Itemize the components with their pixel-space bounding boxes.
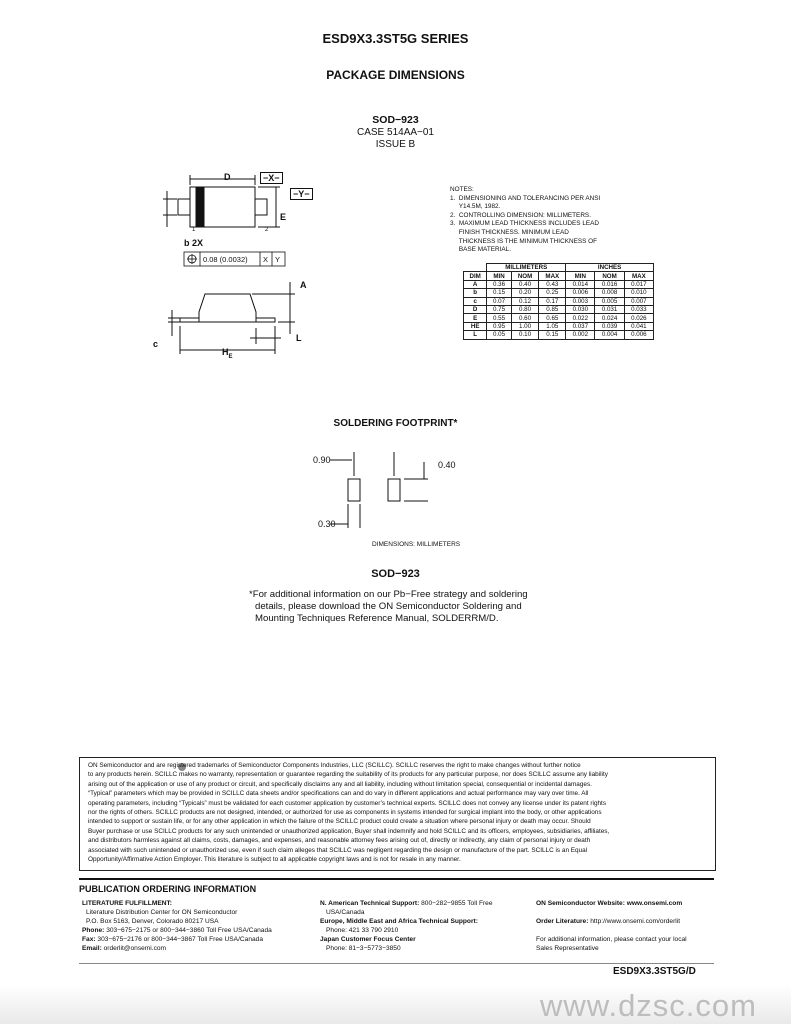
footprint-dim-030: 0.30 bbox=[318, 519, 336, 529]
datum-y: −Y− bbox=[290, 188, 313, 200]
dim-value-cell: 0.022 bbox=[566, 314, 595, 322]
col-header: MIN bbox=[487, 272, 511, 280]
dim-value-cell: 0.006 bbox=[624, 331, 653, 339]
contact-note: Sales Representative bbox=[536, 944, 599, 952]
dim-value-cell: 0.15 bbox=[487, 289, 511, 297]
label-c: c bbox=[153, 339, 159, 349]
footprint-dim-040: 0.40 bbox=[438, 460, 456, 470]
dim-value-cell: 0.016 bbox=[595, 280, 624, 288]
legal-line: ON Semiconductor and are registered trademarks of Semiconductor Components Industries, LLC (SCILLC). SCILLC reserves the right to make changes without further notice bbox=[88, 762, 581, 769]
note-line: details, please download the ON Semiconductor Soldering and bbox=[255, 601, 522, 612]
doc-number: ESD9X3.3ST5G/D bbox=[613, 966, 696, 977]
dim-value-cell: 0.005 bbox=[595, 297, 624, 305]
dim-value-cell: 1.05 bbox=[539, 322, 566, 330]
footprint-drawing bbox=[330, 448, 440, 534]
na-support-label: N. American Technical Support: bbox=[320, 900, 420, 907]
table-row bbox=[464, 289, 654, 297]
dim-label-cell: b bbox=[464, 289, 487, 297]
eu-support-label: Europe, Middle East and Africa Technical Support: bbox=[320, 917, 478, 925]
package-name: SOD−923 bbox=[372, 114, 419, 126]
dim-value-cell: 0.60 bbox=[511, 314, 539, 322]
dim-value-cell: 0.026 bbox=[624, 314, 653, 322]
dim-value-cell: 0.006 bbox=[566, 289, 595, 297]
footer-divider bbox=[79, 963, 714, 964]
dim-value-cell: 0.017 bbox=[624, 280, 653, 288]
legal-line: nor the rights of others. SCILLC products are not designed, intended, or authorized for use as components in systems intended for surgical implant into the body, or other applications bbox=[88, 809, 602, 817]
dim-value-cell: 0.95 bbox=[487, 322, 511, 330]
note-line: Mounting Techniques Reference Manual, SOLDERRM/D. bbox=[255, 613, 499, 624]
order-literature-label: Order Literature: bbox=[536, 917, 589, 925]
fax-value: 303−675−2176 or 800−344−3867 Toll Free USA/Canada bbox=[97, 935, 263, 943]
note-line: THICKNESS IS THE MINIMUM THICKNESS OF bbox=[450, 237, 598, 245]
table-row bbox=[464, 280, 654, 288]
datum-x: −X− bbox=[260, 172, 283, 184]
dim-value-cell: 0.002 bbox=[566, 331, 595, 339]
package-case: CASE 514AA−01 bbox=[357, 127, 434, 138]
legal-line: operating parameters, including “Typicals” must be validated for each customer application by customer’s technical experts. SCILLC does not convey any license under its patent rights bbox=[88, 799, 607, 807]
legal-line: Buyer purchase or use SCILLC products for any such unintended or unauthorized application, Buyer shall indemnify and hold SCILLC and its officers, employees, subsidiaries, affiliates, bbox=[88, 827, 610, 835]
dim-label-cell: D bbox=[464, 305, 487, 313]
dim-value-cell: 0.008 bbox=[595, 289, 624, 297]
dim-value-cell: 0.037 bbox=[566, 322, 595, 330]
notes-block bbox=[450, 186, 650, 255]
table-row bbox=[464, 305, 654, 313]
col-header: NOM bbox=[511, 272, 539, 280]
tolerance-x: X bbox=[263, 255, 269, 264]
na-support-region: USA/Canada bbox=[326, 908, 365, 916]
note-line: FINISH THICKNESS. MINIMUM LEAD bbox=[450, 228, 569, 236]
footprint-package: SOD−923 bbox=[371, 568, 420, 580]
tolerance-y: Y bbox=[275, 255, 281, 264]
fax-label: Fax: bbox=[82, 935, 96, 943]
phone-label: Phone: bbox=[82, 926, 105, 934]
dim-value-cell: 0.85 bbox=[539, 305, 566, 313]
legal-line: associated with such unintended or unauthorized use, even if such claim alleges that SCILLC was negligent regarding the design or manufacture of the part. SCILLC is an Equal bbox=[88, 846, 588, 854]
dim-value-cell: 1.00 bbox=[511, 322, 539, 330]
dim-value-cell: 0.05 bbox=[487, 331, 511, 339]
footprint-dim-090: 0.90 bbox=[313, 455, 331, 465]
legal-line: arising out of the application or use of any product or circuit, and specifically disclaims any and all liability, including without limitation special, consequential or incidental damages. bbox=[88, 780, 592, 788]
contact-note: For additional information, please contact your local bbox=[536, 935, 687, 943]
col-header: MAX bbox=[624, 272, 653, 280]
jp-support-value: Phone: 81−3−5773−3850 bbox=[326, 944, 401, 952]
watermark-text: www.dzsc.com bbox=[540, 988, 757, 1023]
table-group-mm: MILLIMETERS bbox=[487, 264, 566, 272]
pin-1-label: 1 bbox=[192, 227, 196, 233]
note-line: 1. DIMENSIONING AND TOLERANCING PER ANSI bbox=[450, 194, 601, 202]
dim-value-cell: 0.12 bbox=[511, 297, 539, 305]
order-literature-link[interactable]: http://www.onsemi.com/orderlit bbox=[590, 917, 681, 925]
phone-value: 303−675−2175 or 800−344−3860 Toll Free USA/Canada bbox=[106, 926, 272, 934]
section-heading: PACKAGE DIMENSIONS bbox=[326, 68, 465, 82]
col-header: DIM bbox=[464, 272, 487, 280]
dimension-table bbox=[463, 263, 654, 340]
legal-line: “Typical” parameters which may be provided in SCILLC data sheets and/or specifications can and do vary in different applications and actual performance may vary over time. All bbox=[88, 790, 589, 798]
table-row bbox=[464, 331, 654, 339]
label-d: D bbox=[224, 172, 231, 182]
label-a: A bbox=[300, 280, 307, 290]
tolerance-value: 0.08 (0.0032) bbox=[203, 255, 248, 264]
dim-value-cell: 0.65 bbox=[539, 314, 566, 322]
dim-value-cell: 0.031 bbox=[595, 305, 624, 313]
dim-value-cell: 0.033 bbox=[624, 305, 653, 313]
dim-value-cell: 0.010 bbox=[624, 289, 653, 297]
col-header: MAX bbox=[539, 272, 566, 280]
dim-value-cell: 0.004 bbox=[595, 331, 624, 339]
label-he: $H_E$ bbox=[222, 347, 233, 360]
website-link[interactable]: www.onsemi.com bbox=[626, 900, 683, 907]
label-l: L bbox=[296, 333, 302, 343]
dim-value-cell: 0.014 bbox=[566, 280, 595, 288]
footprint-units: DIMENSIONS: MILLIMETERS bbox=[372, 541, 461, 548]
col-header: MIN bbox=[566, 272, 595, 280]
dim-value-cell: 0.20 bbox=[511, 289, 539, 297]
jp-support-label: Japan Customer Focus Center bbox=[320, 935, 416, 943]
dim-label-cell: HE bbox=[464, 322, 487, 330]
dim-label-cell: c bbox=[464, 297, 487, 305]
eu-support-value: Phone: 421 33 790 2910 bbox=[326, 926, 399, 934]
email-link[interactable]: orderlit@onsemi.com bbox=[103, 944, 167, 952]
dim-label-cell: E bbox=[464, 314, 487, 322]
dim-value-cell: 0.030 bbox=[566, 305, 595, 313]
table-row bbox=[464, 297, 654, 305]
note-line: 2. CONTROLLING DIMENSION: MILLIMETERS. bbox=[450, 211, 591, 219]
dim-value-cell: 0.15 bbox=[539, 331, 566, 339]
legal-line: Opportunity/Affirmative Action Employer. This literature is subject to all applicable copyright laws and is not for resale in any manner. bbox=[88, 856, 461, 864]
email-label: Email: bbox=[82, 944, 102, 952]
table-row bbox=[464, 322, 654, 330]
dim-value-cell: 0.07 bbox=[487, 297, 511, 305]
dim-value-cell: 0.041 bbox=[624, 322, 653, 330]
dim-value-cell: 0.80 bbox=[511, 305, 539, 313]
dim-value-cell: 0.40 bbox=[511, 280, 539, 288]
na-support-value: 800−282−9855 Toll Free bbox=[421, 900, 493, 907]
document-title: ESD9X3.3ST5G SERIES bbox=[322, 31, 469, 46]
ordering-col-literature bbox=[82, 900, 312, 953]
literature-line: Literature Distribution Center for ON Semiconductor bbox=[86, 908, 238, 916]
website-label: ON Semiconductor Website: bbox=[536, 900, 625, 907]
dim-value-cell: 0.17 bbox=[539, 297, 566, 305]
dim-label-cell: A bbox=[464, 280, 487, 288]
ordering-col-support bbox=[320, 900, 530, 953]
package-issue: ISSUE B bbox=[375, 139, 416, 150]
table-header-row bbox=[464, 272, 654, 280]
ordering-divider bbox=[79, 878, 714, 880]
literature-line: P.O. Box 5163, Denver, Colorado 80217 USA bbox=[86, 917, 219, 925]
dim-value-cell: 0.25 bbox=[539, 289, 566, 297]
dim-value-cell: 0.36 bbox=[487, 280, 511, 288]
note-line: *For additional information on our Pb−Free strategy and soldering bbox=[249, 589, 528, 600]
ordering-heading: PUBLICATION ORDERING INFORMATION bbox=[79, 884, 257, 894]
dim-value-cell: 0.024 bbox=[595, 314, 624, 322]
pin-2-label: 2 bbox=[265, 227, 269, 233]
footprint-note bbox=[249, 589, 528, 625]
footprint-heading: SOLDERING FOOTPRINT* bbox=[333, 418, 458, 429]
label-b2x: b 2X bbox=[184, 238, 204, 248]
dim-value-cell: 0.007 bbox=[624, 297, 653, 305]
dim-value-cell: 0.43 bbox=[539, 280, 566, 288]
note-line: BASE MATERIAL. bbox=[450, 246, 511, 254]
dim-value-cell: 0.55 bbox=[487, 314, 511, 322]
col-header: NOM bbox=[595, 272, 624, 280]
ordering-col-web bbox=[536, 900, 721, 954]
note-line: 3. MAXIMUM LEAD THICKNESS INCLUDES LEAD bbox=[450, 220, 600, 228]
table-group-in: INCHES bbox=[566, 264, 654, 272]
dim-value-cell: 0.039 bbox=[595, 322, 624, 330]
legal-text bbox=[88, 761, 712, 864]
table-row bbox=[464, 314, 654, 322]
legal-line: intended to support or sustain life, or for any other application in which the failure of the SCILLC product could create a situation where personal injury or death may occur. Should bbox=[88, 818, 591, 826]
dim-value-cell: 0.003 bbox=[566, 297, 595, 305]
dim-value-cell: 0.75 bbox=[487, 305, 511, 313]
label-e: E bbox=[280, 212, 287, 222]
legal-line: to any products herein. SCILLC makes no warranty, representation or guarantee regarding the suitability of its products for any particular purpose, nor does SCILLC assume any liability bbox=[88, 771, 608, 779]
legal-line: and distributors harmless against all claims, costs, damages, and expenses, and reasonable attorney fees arising out of, directly or indirectly, any claim of personal injury or death bbox=[88, 837, 591, 845]
literature-title: LITERATURE FULFILLMENT: bbox=[82, 900, 172, 907]
note-line: Y14.5M, 1982. bbox=[450, 203, 501, 211]
dim-value-cell: 0.10 bbox=[511, 331, 539, 339]
notes-heading: NOTES: bbox=[450, 186, 474, 193]
dim-label-cell: L bbox=[464, 331, 487, 339]
